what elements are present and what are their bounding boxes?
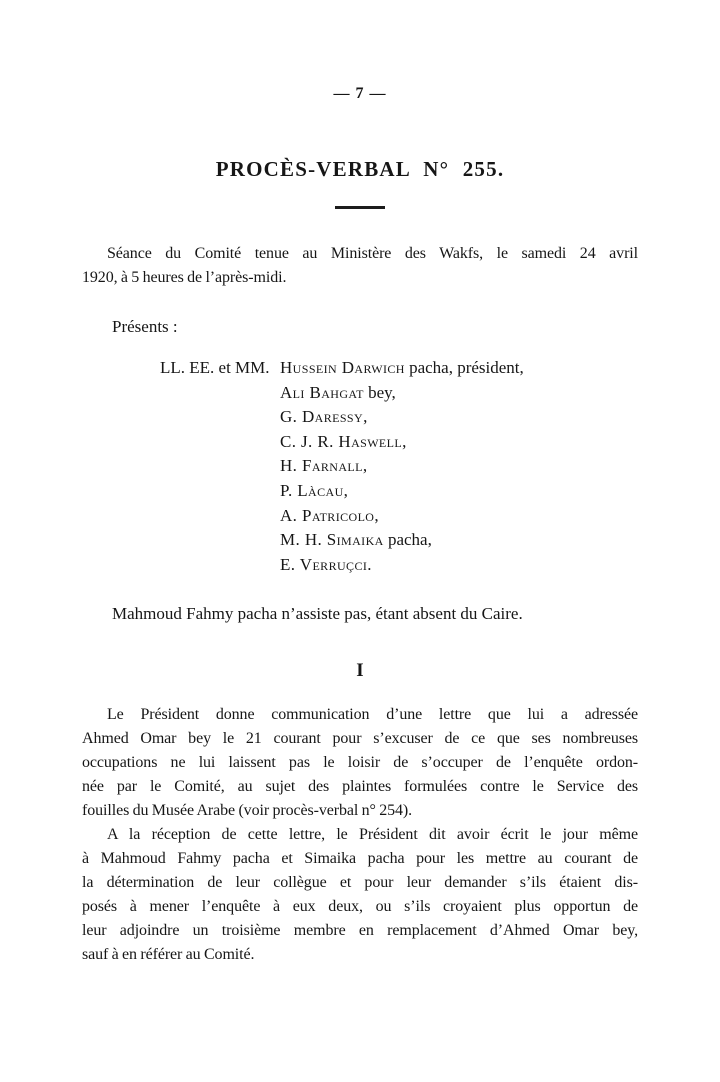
document-title: PROCÈS-VERBAL N° 255. xyxy=(215,157,505,181)
attendee-suffix: pacha, président, xyxy=(404,358,524,377)
text-line: née par le Comité, au sujet des plaintes formulées contre le Service des xyxy=(82,778,638,796)
attendee-name: P. Làcau xyxy=(280,480,344,500)
attendee-name: A. Patricolo xyxy=(280,505,375,525)
text-line: occupations ne lui laissent pas le loisir de s’occuper de l’enquête ordon- xyxy=(82,754,638,772)
page-number: — 7 — xyxy=(333,85,387,102)
attendee-row xyxy=(160,381,638,406)
attendee-name: M. H. Simaika xyxy=(280,530,384,550)
text-line: la détermination de leur collègue et pour leur demander s’ils étaient dis- xyxy=(82,874,638,892)
attendee-name: C. J. R. Haswell xyxy=(280,431,403,451)
attendee-row xyxy=(160,553,638,578)
attendee-name: H. Farnall xyxy=(280,456,363,476)
presents-label: Présents : xyxy=(112,317,178,336)
seance-paragraph xyxy=(82,242,638,290)
attendee-name: G. Daressy xyxy=(280,407,364,427)
text-line: Le Président donne communication d’une lettre que lui a adressée xyxy=(107,706,638,724)
text-line: Séance du Comité tenue au Ministère des Wakfs, le samedi 24 avril xyxy=(107,245,638,262)
attendee-suffix: . xyxy=(367,554,372,574)
paragraph-1 xyxy=(82,703,638,823)
attendee-row xyxy=(160,479,638,504)
attendee-row xyxy=(160,430,638,455)
attendee-suffix: , xyxy=(363,407,368,427)
attendee-row xyxy=(160,528,638,553)
attendee-suffix: pacha, xyxy=(383,530,432,550)
attendee-row xyxy=(160,454,638,479)
text-line: sauf à en référer au Comité. xyxy=(82,946,255,964)
attendee-row xyxy=(160,504,638,529)
text-line: leur adjoindre un troisième membre en remplacement d’Ahmed Omar bey, xyxy=(82,922,638,940)
text-line: à Mahmoud Fahmy pacha et Simaika pacha pour les mettre au courant de xyxy=(82,850,638,868)
title-divider-rule xyxy=(335,206,385,209)
attendee-row xyxy=(160,405,638,430)
text-line: posés à mener l’enquête à eux deux, ou s’ils croyaient plus opportun de xyxy=(82,898,638,916)
text-line: Ahmed Omar bey le 21 courant pour s’excuser de ce que ses nombreuses xyxy=(82,730,638,748)
attendee-prefix: LL. EE. et MM. xyxy=(160,358,270,377)
section-heading: I xyxy=(356,660,364,682)
attendee-suffix: , xyxy=(402,431,407,451)
attendee-suffix: bey, xyxy=(363,382,396,402)
attendee-suffix: , xyxy=(374,505,379,525)
absence-note: Mahmoud Fahmy pacha n’assiste pas, étant absent du Caire. xyxy=(112,604,523,624)
text-line: fouilles du Musée Arabe (voir procès-verbal n° 254). xyxy=(82,802,413,820)
paragraph-2 xyxy=(82,823,638,967)
text-line: A la réception de cette lettre, le Président dit avoir écrit le jour même xyxy=(107,826,638,844)
attendee-row xyxy=(160,356,638,381)
attendees-list xyxy=(160,356,638,577)
attendee-name: Hussein Darwich xyxy=(280,358,405,377)
attendee-suffix: , xyxy=(362,456,368,476)
attendee-suffix: , xyxy=(343,480,348,500)
attendee-name: E. Verruçci xyxy=(280,554,368,574)
attendee-name: Ali Bahgat xyxy=(280,382,364,402)
text-line: 1920, à 5 heures de l’après-midi. xyxy=(82,269,287,286)
